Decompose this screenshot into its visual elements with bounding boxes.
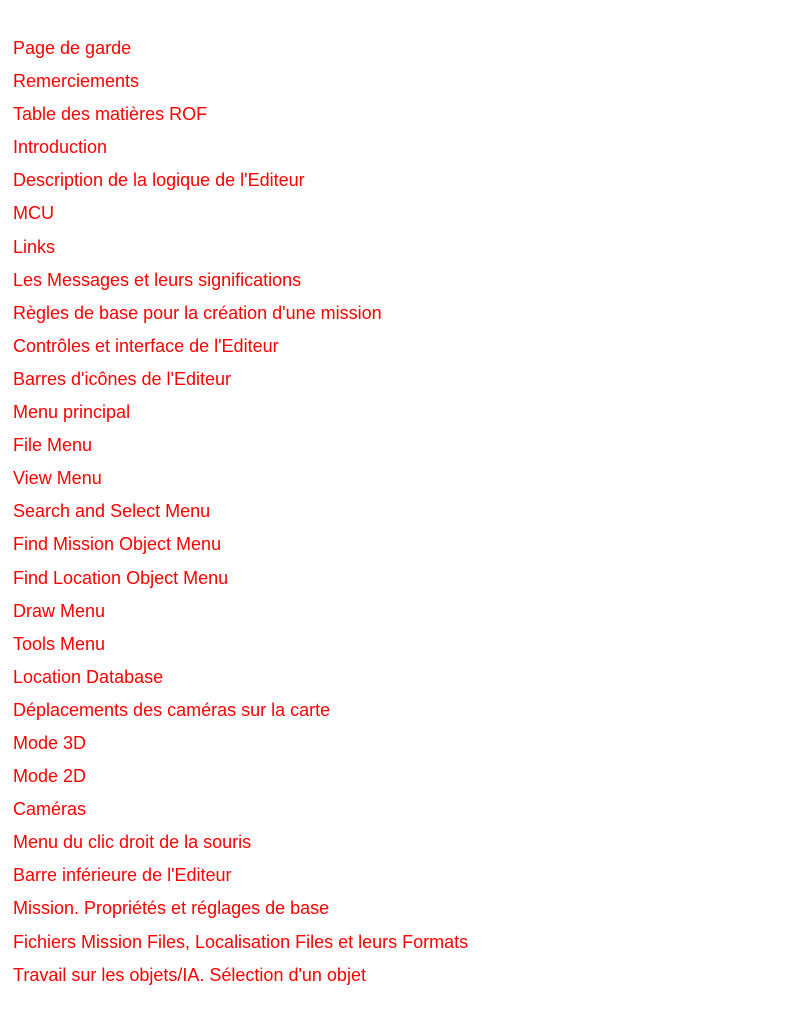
toc-link[interactable]: Page de garde [13, 38, 132, 58]
toc-link[interactable]: Fichiers Mission Files, Localisation Files et leurs Formats [13, 931, 469, 952]
toc-item [13, 233, 468, 266]
toc-link[interactable]: Remerciements [13, 71, 140, 92]
toc-item [13, 961, 468, 994]
toc-link[interactable]: Search and Select Menu [13, 501, 211, 522]
toc-item [13, 530, 468, 563]
toc-item [13, 34, 468, 67]
toc-link[interactable]: Location Database [13, 666, 164, 687]
toc-link[interactable]: MCU [13, 203, 54, 224]
toc-link[interactable]: Travail sur les objets/IA. Sélection d'un objet [13, 964, 366, 985]
toc-link[interactable]: Tools Menu [13, 633, 106, 654]
toc-item [13, 497, 468, 530]
toc-item [13, 299, 468, 332]
toc-link[interactable]: Table des matières ROF [13, 104, 208, 125]
toc-link[interactable]: Menu principal [13, 402, 131, 423]
toc-item [13, 133, 468, 166]
toc-item [13, 597, 468, 630]
toc-link[interactable]: Mission. Propriétés et réglages de base [13, 898, 330, 919]
toc-item [13, 332, 468, 365]
toc-link[interactable]: Barres d'icônes de l'Editeur [13, 368, 231, 389]
toc-item [13, 928, 468, 961]
toc-link[interactable]: View Menu [13, 468, 102, 489]
toc-link[interactable]: Barre inférieure de l'Editeur [13, 865, 232, 886]
toc-item [13, 398, 468, 431]
toc-item [13, 795, 468, 828]
toc-item [13, 266, 468, 299]
toc-item [13, 762, 468, 795]
table-of-contents [13, 34, 468, 994]
toc-item [13, 729, 468, 762]
toc-item [13, 431, 468, 464]
toc-link[interactable]: Draw Menu [13, 600, 106, 621]
toc-link[interactable]: Caméras [13, 799, 87, 820]
toc-link[interactable]: File Menu [13, 435, 93, 456]
toc-item [13, 894, 468, 927]
toc-item [13, 199, 468, 232]
toc-link[interactable]: Introduction [13, 137, 108, 158]
toc-link[interactable]: Mode 3D [13, 732, 87, 753]
toc-item [13, 564, 468, 597]
toc-item [13, 663, 468, 696]
toc-item [13, 861, 468, 894]
toc-item [13, 166, 468, 199]
toc-item [13, 828, 468, 861]
toc-link[interactable]: Find Mission Object Menu [13, 534, 222, 555]
toc-link[interactable]: Les Messages et leurs significations [13, 269, 302, 290]
toc-item [13, 365, 468, 398]
toc-item [13, 464, 468, 497]
toc-item [13, 67, 468, 100]
toc-item [13, 100, 468, 133]
toc-link[interactable]: Déplacements des caméras sur la carte [13, 699, 331, 720]
toc-item [13, 696, 468, 729]
toc-link[interactable]: Contrôles et interface de l'Editeur [13, 335, 279, 356]
toc-link[interactable]: Find Location Object Menu [13, 567, 229, 588]
toc-link[interactable]: Mode 2D [13, 766, 87, 787]
toc-link[interactable]: Description de la logique de l'Editeur [13, 170, 305, 191]
toc-link[interactable]: Menu du clic droit de la souris [13, 832, 252, 853]
toc-link[interactable]: Links [13, 236, 56, 257]
toc-link[interactable]: Règles de base pour la création d'une mission [13, 302, 382, 323]
toc-item [13, 630, 468, 663]
